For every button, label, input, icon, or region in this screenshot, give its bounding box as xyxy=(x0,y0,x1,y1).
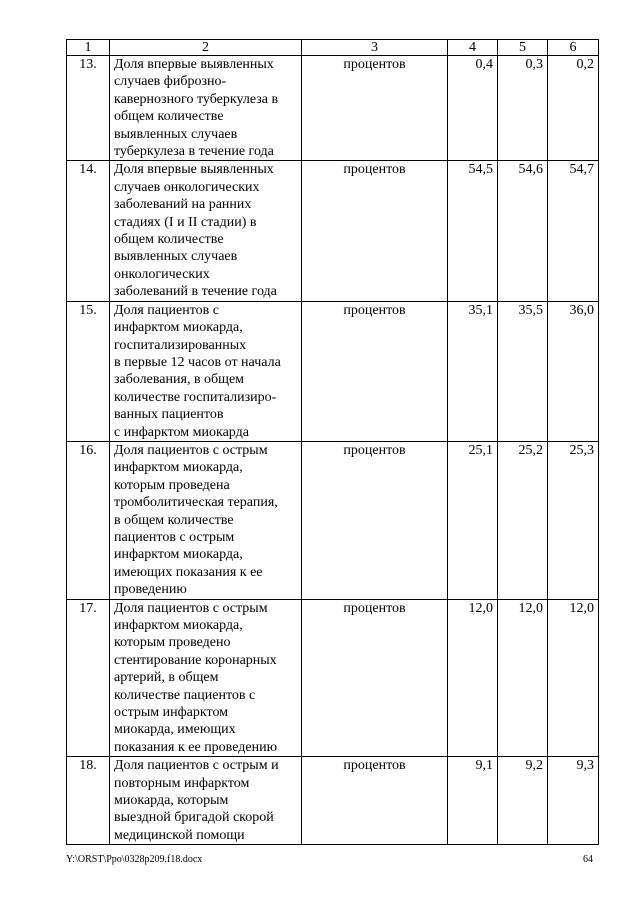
column-header: 6 xyxy=(548,40,599,56)
value-col6: 12,0 xyxy=(548,599,599,757)
indicator-line: Доля впервые выявленных xyxy=(114,57,274,72)
value-col6: 36,0 xyxy=(548,301,599,441)
indicator-line: Доля пациентов с острым xyxy=(114,600,268,616)
indicator-name xyxy=(110,757,302,845)
indicator-line: заболевания, в общем xyxy=(114,372,245,388)
value-col4: 0,4 xyxy=(448,56,498,161)
table-row xyxy=(67,441,599,599)
indicator-line: Доля пациентов с xyxy=(114,302,219,318)
value-col6: 25,3 xyxy=(548,441,599,599)
indicator-line: Доля пациентов с острым xyxy=(114,442,268,458)
indicator-line: тромболитическая терапия, xyxy=(114,495,278,511)
indicator-line: Доля впервые выявленных xyxy=(114,162,274,178)
row-number: 13. xyxy=(67,56,110,161)
indicator-line: инфарктом миокарда, xyxy=(114,618,243,633)
indicator-line: общем количестве xyxy=(114,109,224,125)
value-col4: 54,5 xyxy=(448,161,498,301)
indicator-line: инфарктом миокарда, xyxy=(114,547,243,563)
indicator-line: показания к ее проведению xyxy=(114,739,278,755)
value-col5: 9,2 xyxy=(498,757,548,845)
indicator-line: количестве пациентов с xyxy=(114,687,256,703)
indicator-name xyxy=(110,161,302,301)
indicator-line: с инфарктом миокарда xyxy=(114,424,249,440)
row-number: 18. xyxy=(67,757,110,845)
indicator-line: заболеваний на ранних xyxy=(114,197,252,213)
unit-cell: процентов xyxy=(302,161,448,301)
indicator-line: пациентов с острым xyxy=(114,529,235,545)
indicator-line: выявленных случаев xyxy=(114,126,238,142)
column-header: 5 xyxy=(498,40,548,56)
indicator-line: инфарктом миокарда, xyxy=(114,460,243,476)
column-header: 1 xyxy=(67,40,110,56)
table-row xyxy=(67,757,599,845)
value-col4: 12,0 xyxy=(448,599,498,757)
indicator-line: которым проведена xyxy=(114,477,230,493)
indicator-line: инфарктом миокарда, xyxy=(114,320,243,336)
column-header: 2 xyxy=(110,40,302,56)
indicator-table xyxy=(66,39,599,845)
indicator-line: общем количестве xyxy=(114,232,224,248)
column-header: 4 xyxy=(448,40,498,56)
indicator-line: которым проведено xyxy=(114,635,231,651)
indicator-line: ванных пациентов xyxy=(114,407,224,423)
row-number: 14. xyxy=(67,161,110,301)
row-number: 16. xyxy=(67,441,110,599)
header-row xyxy=(67,40,599,56)
value-col6: 0,2 xyxy=(548,56,599,161)
table-row xyxy=(67,301,599,441)
indicator-name xyxy=(110,56,302,161)
indicator-line: кавернозного туберкулеза в xyxy=(114,91,279,107)
indicator-line: заболеваний в течение года xyxy=(114,284,277,300)
footer-file-path: Y:\ORST\Ppo\0328p209.f18.docx xyxy=(66,854,203,865)
row-number: 17. xyxy=(67,599,110,757)
indicator-line: онкологических xyxy=(114,266,210,282)
value-col5: 0,3 xyxy=(498,56,548,161)
value-col6: 9,3 xyxy=(548,757,599,845)
indicator-line: проведению xyxy=(114,582,187,598)
value-col6: 54,7 xyxy=(548,161,599,301)
row-number: 15. xyxy=(67,301,110,441)
indicator-line: медицинской помощи xyxy=(114,827,245,843)
unit-cell: процентов xyxy=(302,441,448,599)
column-header: 3 xyxy=(302,40,448,56)
value-col5: 25,2 xyxy=(498,441,548,599)
unit-cell: процентов xyxy=(302,56,448,161)
table-row xyxy=(67,599,599,757)
indicator-line: повторным инфарктом xyxy=(114,775,250,791)
table-row xyxy=(67,56,599,161)
indicator-line: госпитализированных xyxy=(114,337,247,353)
indicator-line: случаев онкологических xyxy=(114,179,260,195)
value-col5: 54,6 xyxy=(498,161,548,301)
indicator-name xyxy=(110,301,302,441)
indicator-line: в общем количестве xyxy=(114,512,234,528)
value-col4: 25,1 xyxy=(448,441,498,599)
footer-page-number: 64 xyxy=(583,854,593,865)
indicator-line: стентирование коронарных xyxy=(114,652,277,668)
value-col4: 9,1 xyxy=(448,757,498,845)
indicator-line: в первые 12 часов от начала xyxy=(114,354,281,370)
indicator-line: миокарда, которым xyxy=(114,793,229,809)
value-col5: 12,0 xyxy=(498,599,548,757)
value-col4: 35,1 xyxy=(448,301,498,441)
indicator-line: миокарда, имеющих xyxy=(114,722,236,738)
indicator-line: количестве госпитализиро- xyxy=(114,389,277,405)
indicator-line: выездной бригадой скорой xyxy=(114,810,274,826)
table-row xyxy=(67,161,599,301)
indicator-line: имеющих показания к ее xyxy=(114,564,263,580)
indicator-line: Доля пациентов с острым и xyxy=(114,758,279,774)
indicator-line: артерий, в общем xyxy=(114,670,219,686)
indicator-line: выявленных случаев xyxy=(114,249,238,265)
unit-cell: процентов xyxy=(302,599,448,757)
indicator-name xyxy=(110,441,302,599)
indicator-line: случаев фиброзно- xyxy=(114,74,227,90)
indicator-name xyxy=(110,599,302,757)
indicator-line: острым инфарктом xyxy=(114,705,229,721)
value-col5: 35,5 xyxy=(498,301,548,441)
unit-cell: процентов xyxy=(302,757,448,845)
indicator-line: туберкулеза в течение года xyxy=(114,144,274,160)
indicator-line: стадиях (I и II стадии) в xyxy=(114,214,257,230)
unit-cell: процентов xyxy=(302,301,448,441)
